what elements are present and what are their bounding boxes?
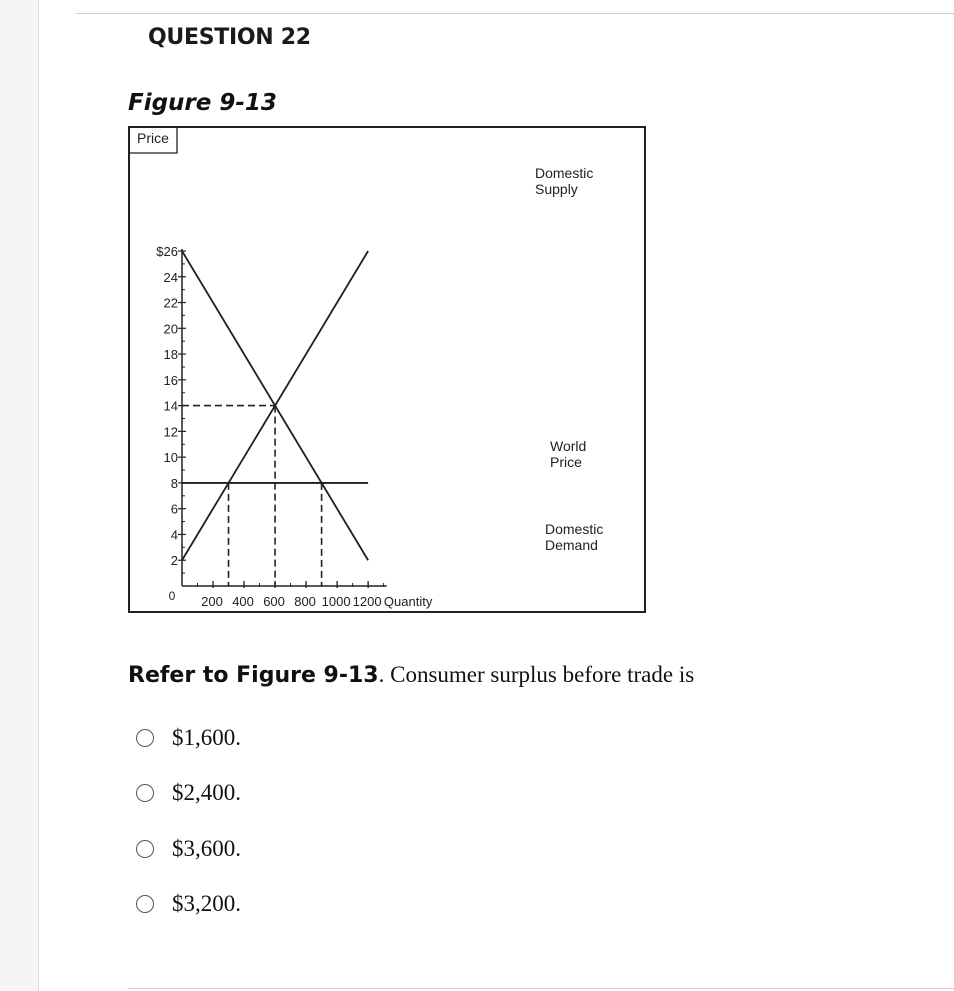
y-tick-label: 22 xyxy=(163,295,178,311)
figure-title: Figure 9-13 xyxy=(128,90,277,116)
y-axis-label: Price xyxy=(137,130,169,146)
y-tick-label: 18 xyxy=(163,347,178,363)
y-tick-label: 24 xyxy=(163,269,178,285)
x-axis-label: Quantity xyxy=(383,594,433,609)
radio-button[interactable] xyxy=(136,729,154,747)
y-tick-label: 4 xyxy=(170,527,178,543)
option-label: $3,600. xyxy=(172,835,241,861)
radio-button[interactable] xyxy=(136,895,154,913)
y-tick-label: 12 xyxy=(163,424,178,440)
x-tick-label: 400 xyxy=(232,594,254,609)
answer-options xyxy=(136,710,241,932)
x-tick-label: 800 xyxy=(294,594,316,609)
x-tick-label: 1200 xyxy=(352,594,382,609)
option-label: $3,200. xyxy=(172,891,241,917)
figure-9-13 xyxy=(128,126,646,613)
supply-demand-chart xyxy=(128,126,646,613)
answer-option-4[interactable] xyxy=(136,877,241,933)
left-rail xyxy=(0,0,39,991)
y-tick-label: 8 xyxy=(170,475,178,491)
world-price-label: World xyxy=(550,438,587,454)
prompt-text: . Consumer surplus before trade is xyxy=(378,662,695,687)
radio-button[interactable] xyxy=(136,840,154,858)
demand-label: Demand xyxy=(545,537,598,553)
option-label: $2,400. xyxy=(172,780,241,806)
x-tick-label: 200 xyxy=(201,594,223,609)
y-tick-label: 14 xyxy=(163,398,178,414)
question-prompt xyxy=(128,662,694,688)
y-tick-label: 10 xyxy=(163,450,178,466)
x-tick-label: 600 xyxy=(263,594,285,609)
prompt-figure-ref: Refer to Figure 9-13 xyxy=(128,663,379,688)
supply-label: Domestic xyxy=(535,165,594,181)
bottom-divider xyxy=(128,988,954,989)
question-title: QUESTION 22 xyxy=(148,25,311,50)
x-tick-label: 1000 xyxy=(321,594,351,609)
radio-button[interactable] xyxy=(136,784,154,802)
y-tick-label: 20 xyxy=(163,321,178,337)
top-divider xyxy=(76,13,954,14)
y-tick-label: $26 xyxy=(156,243,178,259)
y-tick-label: 16 xyxy=(163,372,178,388)
answer-option-3[interactable] xyxy=(136,821,241,877)
answer-option-2[interactable] xyxy=(136,766,241,822)
y-tick-label: 2 xyxy=(170,553,178,569)
answer-option-1[interactable] xyxy=(136,710,241,766)
supply-label: Supply xyxy=(535,181,578,197)
option-label: $1,600. xyxy=(172,724,241,750)
demand-label: Domestic xyxy=(545,521,604,537)
world-price-label: Price xyxy=(550,454,582,470)
origin-label: 0 xyxy=(168,589,176,603)
y-tick-label: 6 xyxy=(170,501,178,517)
